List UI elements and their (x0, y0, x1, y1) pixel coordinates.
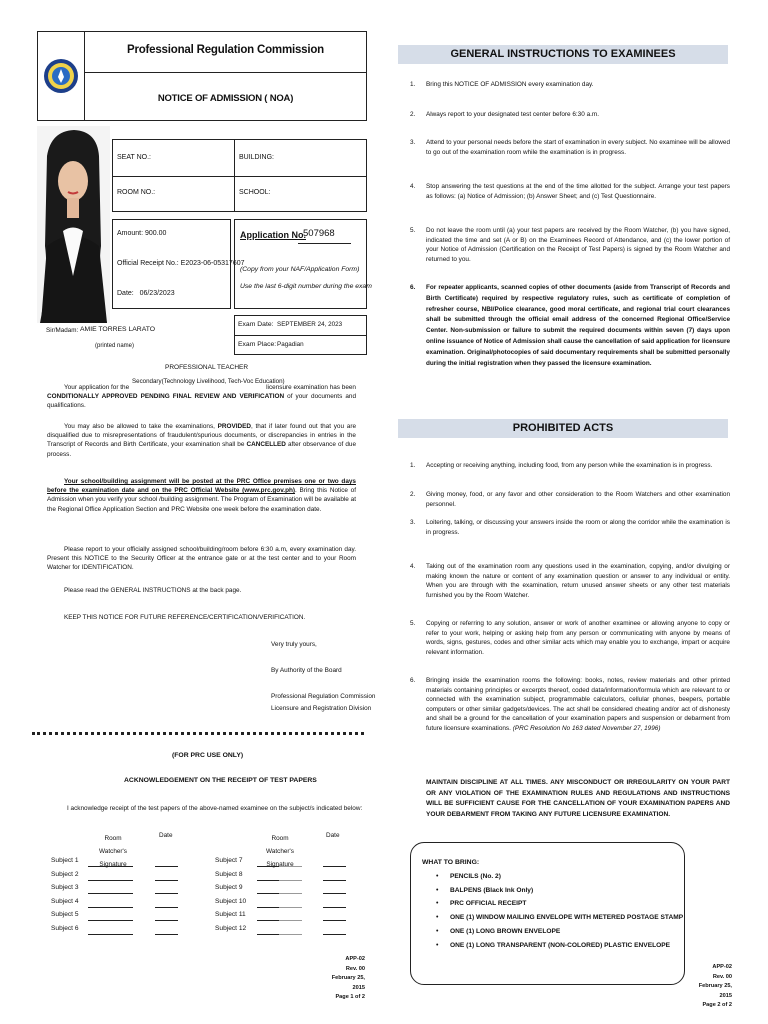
amount: Amount: 900.00 (117, 230, 167, 237)
paragraph-assignment (47, 477, 356, 514)
instruction-text: Bring this NOTICE OF ADMISSION every examination day. (426, 81, 594, 88)
provided-text-b: , that if later found out that you are disqualified due to misrepresentations of fraudulent/spurious documents, or discrepancies in entries in the Transcript of Records and Birth Certificate, your examination shall be (47, 423, 356, 449)
subject-label-right: Subject 10 (215, 898, 247, 905)
discipline-notice: MAINTAIN DISCIPLINE AT ALL TIMES. ANY MISCONDUCT OR IRREGULARITY ON YOUR PART OR ANY VIOLATION OF THE EXAMINATION RULES AND REGULATIONS AND INSTRUCTIONS WILL BE SUFFICIENT CAUSE FOR THE CANCELLATION OF YOUR EXAMINATION PAPERS AND YOUR DEBARMENT FROM TAKING ANY FUTURE LICENSURE EXAMINATION. (426, 779, 730, 818)
col-watcher-left-label: Room Watcher's (99, 835, 127, 855)
assignment-bold: Your school/building assignment will be posted at the PRC Office premises one or two days before the examination date and on the PRC Official Website (www.prc.gov.ph) (47, 478, 356, 495)
instruction-item (412, 80, 730, 90)
application-no-underline (298, 243, 351, 244)
watcher-signature-line (88, 920, 133, 921)
general-instructions-title: GENERAL INSTRUCTIONS TO EXAMINEES (398, 45, 728, 64)
application-note-1 (240, 266, 359, 273)
date-line (323, 880, 346, 881)
date-line (155, 907, 178, 908)
right-footer-form: APP-02 (712, 964, 732, 970)
prohibited-item (412, 490, 730, 509)
provided-bold: PROVIDED (217, 423, 252, 430)
authority: By Authority of the Board (271, 667, 342, 674)
prohibited-text (412, 619, 730, 657)
instruction-number: 1. (410, 81, 416, 88)
application-note-2: Use the last 6-digit number during the exam (240, 283, 372, 290)
approval-text-a: Your application for the (64, 384, 130, 391)
watcher-signature-line (279, 920, 302, 921)
paragraph-keep-notice: KEEP THIS NOTICE FOR FUTURE REFERENCE/CERTIFICATION/VERIFICATION. (64, 614, 306, 621)
application-note-1-text: (Copy from your NAF/Application Form) (240, 266, 360, 273)
notice-title: NOTICE OF ADMISSION ( NOA) (157, 93, 294, 104)
prohibited-acts-title: PROHIBITED ACTS (398, 419, 728, 438)
instruction-item (412, 110, 730, 120)
prohibited-number: 2. (410, 491, 416, 498)
profession: PROFESSIONAL TEACHER (165, 364, 249, 371)
prohibited-number: 5. (410, 620, 416, 627)
prohibited-text (412, 461, 730, 471)
watcher-signature-line (279, 907, 302, 908)
watcher-signature-line (257, 893, 279, 894)
instruction-item (412, 138, 730, 157)
subject-label-right: Subject 9 (215, 884, 243, 891)
watcher-signature-line (279, 893, 302, 894)
prohibited-reference: (PRC Resolution No 163 dated November 27, 1996) (512, 724, 661, 732)
col-date-right: Date (326, 832, 340, 839)
left-footer-form: APP-02 (345, 956, 365, 962)
instruction-number: 3. (410, 139, 416, 146)
sir-madam-label: Sir/Madam: (46, 327, 79, 334)
seat-row-divider (112, 176, 367, 177)
instruction-number: 5. (410, 227, 416, 234)
col-date-left: Date (159, 832, 173, 839)
exam-date-value: SEPTEMBER 24, 2023 (277, 321, 343, 328)
bullet-icon: • (436, 914, 439, 922)
left-footer-page: Page 1 of 2 (335, 994, 365, 1000)
prohibited-number: 1. (410, 462, 416, 469)
seat-label: SEAT NO.: (117, 154, 151, 161)
watcher-signature-line (279, 880, 302, 881)
prohibited-item (412, 518, 730, 537)
subject-label-left: Subject 1 (51, 857, 79, 864)
prohibited-item (412, 562, 730, 600)
exam-box-divider (234, 335, 367, 336)
exam-place-label: Exam Place: (238, 341, 277, 348)
subject-label-left: Subject 4 (51, 898, 79, 905)
watcher-signature-line (88, 880, 133, 881)
date-line (323, 920, 346, 921)
prohibited-number: 6. (410, 677, 416, 684)
prc-seal-icon (42, 36, 80, 116)
instruction-item (412, 283, 730, 369)
date-line (323, 934, 346, 935)
watcher-signature-line (257, 920, 279, 921)
watcher-signature-line (88, 893, 133, 894)
date-line (323, 866, 346, 867)
subject-label-right: Subject 8 (215, 871, 243, 878)
subject-label-right: Subject 7 (215, 857, 243, 864)
seat-col-divider (234, 139, 235, 212)
exam-date-label: Exam Date: (238, 321, 274, 328)
watcher-signature-line (279, 866, 302, 867)
bring-item: BALPENS (Black Ink Only) (450, 886, 534, 894)
watcher-signature-line (88, 934, 133, 935)
room-label: ROOM NO.: (117, 189, 156, 196)
paragraph-provided (47, 422, 356, 459)
date-line (323, 893, 346, 894)
school-label: SCHOOL: (239, 189, 271, 196)
bullet-icon: • (436, 873, 439, 880)
date-line (155, 893, 178, 894)
instruction-text: Attend to your personal needs before the start of examination in every subject. No examinee will be allowed to go out of the examination room while the examination is in progress. (426, 139, 730, 156)
prohibited-body: Bringing inside the examination rooms the following: books, notes, review materials and other printed materials containing principles or excerpts thereof, coded data/information/formula which are relevant to or connected with the examination subject, programmable calculators, cellular phones, beepers, portable computers or other similar gadgets/devices. The act shall be considered cheating and/or act of dishonesty and shall be a ground for the cancellation of your examination papers and suspension or debarment from future licensure examinations. (426, 677, 730, 732)
instruction-number: 6. (410, 284, 416, 291)
cancelled-bold: CANCELLED (246, 441, 286, 449)
date-line (155, 920, 178, 921)
paragraph-approval (47, 383, 356, 411)
official-receipt: Official Receipt No.: E2023-06-05317607 (117, 260, 245, 267)
date-line (155, 866, 178, 867)
watcher-signature-line (279, 934, 302, 935)
prohibited-number: 4. (410, 563, 416, 570)
instruction-item (412, 226, 730, 264)
watcher-signature-line (257, 866, 279, 867)
prohibited-text (412, 518, 730, 537)
subject-label-left: Subject 5 (51, 911, 79, 918)
watcher-signature-line (257, 907, 279, 908)
specialization: Secondary(Technology Livelihood, Tech-Voc Education) (132, 378, 285, 385)
bullet-icon: • (436, 900, 439, 908)
header-title-divider (84, 72, 367, 73)
watcher-signature-line (257, 880, 279, 881)
left-footer (325, 955, 365, 1003)
subject-label-right: Subject 12 (215, 925, 247, 932)
prohibited-body: Taking out of the examination room any questions used in the examination, copying, and/or divulging or making known the nature or content of any examination question or answer to any individual or entity. When you are through with the examination, return unused answer sheets or any other test materials furnished you by the Room Watcher. (426, 563, 730, 599)
instruction-text: For repeater applicants, scanned copies of other documents (aside from Transcript of Records and Birth Certificate) required by respective regulatory rules, such as certificate of completion of refresher course, NBI/Police clearance, good moral certificate, and regional trial court clearances shall be submitted through the official email address of the concerned Regional Office/Service Center. Non-submission or failure to submit the required documents within seven (7) days upon online issuance of Notice of Admission shall cause the cancellation of said application for licensure examination. Original/photocopies of said documentary requirements shall be submitted personally during the initial registration when they passed the licensure examination. (426, 284, 730, 367)
acknowledgement-title: ACKNOWLEDGEMENT ON THE RECEIPT OF TEST PAPERS (124, 777, 317, 784)
col-signature-left-label: Signature (99, 861, 127, 868)
subject-label-left: Subject 2 (51, 871, 79, 878)
paragraph-read-instructions: Please read the GENERAL INSTRUCTIONS at the back page. (64, 587, 242, 594)
approval-text-c: of your documents and qualifications. (47, 393, 356, 410)
prohibited-body: Giving money, food, or any favor and other consideration to the Room Watchers and other examination personnel. (426, 491, 730, 508)
bullet-icon: • (436, 927, 439, 935)
closing: Very truly yours, (271, 641, 317, 648)
prohibited-body: Loitering, talking, or discussing your answers inside the room or along the corridor while the examination is in progress. (426, 519, 730, 536)
signatory-1: Professional Regulation Commission (271, 693, 376, 700)
prohibited-item (412, 619, 730, 657)
application-no-value: 507968 (303, 228, 335, 239)
left-footer-date: February 25, 2015 (331, 975, 365, 991)
prohibited-body: Accepting or receiving anything, including food, from any person while the examination is in progress. (426, 462, 713, 469)
prc-use-only: (FOR PRC USE ONLY) (172, 752, 244, 759)
printed-name-label: (printed name) (95, 343, 135, 349)
bullet-icon: • (436, 886, 439, 894)
org-name: Professional Regulation Commission (126, 44, 325, 56)
bring-item: PRC OFFICIAL RECEIPT (450, 900, 527, 908)
right-footer-rev: Rev. 00 (712, 973, 732, 980)
prohibited-text (412, 490, 730, 509)
bring-item: ONE (1) WINDOW MAILING ENVELOPE WITH METERED POSTAGE STAMP (450, 914, 684, 922)
left-footer-rev: Rev. 00 (345, 965, 365, 972)
subject-label-left: Subject 3 (51, 884, 79, 891)
cut-line (32, 732, 364, 735)
what-to-bring-title: WHAT TO BRING: (422, 859, 480, 866)
provided-text-c: after observance of due process. (47, 441, 357, 458)
watcher-signature-line (88, 866, 133, 867)
right-footer-page: Page 2 of 2 (702, 1002, 732, 1008)
right-footer-date: February 25, 2015 (698, 983, 732, 999)
bring-item: ONE (1) LONG TRANSPARENT (NON-COLORED) PLASTIC ENVELOPE (450, 941, 671, 949)
col-watcher-right-label: Room Watcher's (266, 835, 294, 855)
application-no-label: Application No. (240, 230, 306, 240)
instruction-text: Do not leave the room until (a) your test papers are received by the Room Watcher, (b) you have signed, indicated the time and set (A or B) on the Examinees Record of Attendance, and (c) the lower portion of your Notice of Admission (Certification on the Receipt of Test Papers) is signed by the Room Watcher and returned to you. (426, 227, 730, 263)
prohibited-text (412, 676, 730, 733)
approval-text-b: licensure examination has been (266, 384, 356, 391)
watcher-signature-line (88, 907, 133, 908)
prohibited-text (412, 562, 730, 600)
instruction-text: Stop answering the test questions at the end of the time allotted for the subject. Arrange your test papers as follows: (a) Notice of Admission; (b) Answer Sheet; and (c) Test Questionnaire. (426, 183, 730, 200)
instruction-number: 2. (410, 111, 416, 118)
examinee-photo (37, 126, 110, 323)
building-label: BUILDING: (239, 154, 275, 161)
examinee-name: AMIE TORRES LARATO (80, 326, 156, 333)
bring-item: PENCILS (No. 2) (450, 873, 501, 880)
date-line (323, 907, 346, 908)
payment-date: Date: 06/23/2023 (117, 290, 175, 297)
subject-label-right: Subject 11 (215, 911, 246, 918)
col-signature-right-label: Signature (266, 861, 294, 868)
prohibited-number: 3. (410, 519, 416, 526)
instruction-item (412, 182, 730, 201)
watcher-signature-line (257, 934, 279, 935)
bullet-icon: • (436, 941, 439, 949)
subject-label-left: Subject 6 (51, 925, 79, 932)
instruction-number: 4. (410, 183, 416, 190)
exam-place-value: Pagadian (277, 341, 304, 348)
bring-item: ONE (1) LONG BROWN ENVELOPE (450, 927, 561, 935)
acknowledgement-text: I acknowledge receipt of the test papers of the above-named examinee on the subject/s indicated below: (67, 805, 363, 812)
paragraph-report: Please report to your officially assigned school/building/room before 6:30 a.m, every examination day. Present this NOTICE to the Security Officer at the entrance gate or at the test center and to your Room Watcher for IDENTIFICATION. (47, 546, 356, 572)
instruction-text: Always report to your designated test center before 6:30 a.m. (426, 111, 599, 118)
date-line (155, 880, 178, 881)
provided-text-a: You may also be allowed to take the examinations, (64, 423, 218, 430)
prohibited-body: Copying or referring to any solution, answer or work of another examinee or allowing anyone to copy or refer to your work, helping or asking help from any person or communicating with anyone by means of words, signs, gestures, codes and other similar acts which may enable you to exchange, impart or acquire relevant information. (426, 620, 730, 656)
signatory-2: Licensure and Registration Division (271, 705, 372, 712)
approval-bold: CONDITIONALLY APPROVED PENDING FINAL REVIEW AND VERIFICATION (47, 393, 285, 401)
prohibited-item (412, 461, 730, 471)
prohibited-item (412, 676, 730, 733)
right-footer (690, 963, 732, 1011)
assignment-rest: . Bring this Notice of Admission when you verify your school /building assignment. The Program of Examination will be available at the Regional Office Application Section and PRC Website one week before the examination date. (47, 487, 357, 513)
date-line (155, 934, 178, 935)
